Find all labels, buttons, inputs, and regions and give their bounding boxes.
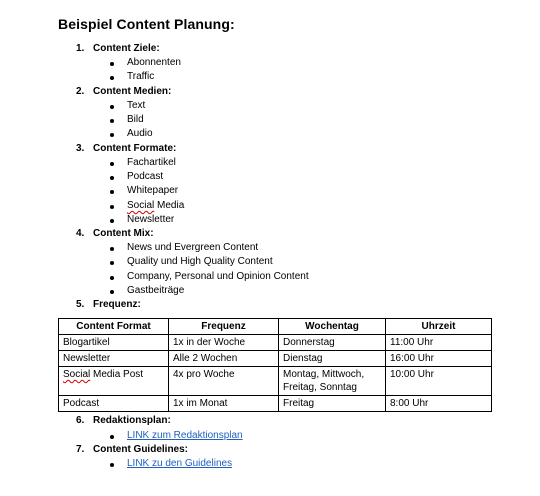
document-title: Beispiel Content Planung: [58,16,235,32]
table-cell: Dienstag [279,351,386,367]
section-number: 1. [76,43,85,54]
guidelines-link[interactable]: LINK zu den Guidelines [127,458,233,469]
table-cell: Podcast [59,396,169,412]
section-content-formate [76,143,176,154]
section-number: 5. [76,299,85,310]
table-row [59,367,492,396]
section-label: Content Formate: [93,143,177,154]
column-header: Content Format [59,319,169,335]
bullet-icon [110,435,114,439]
bullet-icon [110,247,114,251]
bullet-icon [110,76,114,80]
column-header: Uhrzeit [386,319,492,335]
bullet-icon [110,133,114,137]
section-label: Content Mix: [93,228,154,239]
table-cell: 8:00 Uhr [386,396,492,412]
bullet-icon [110,162,114,166]
table-row [59,335,492,351]
bullet-icon [110,190,114,194]
table-cell: Blogartikel [59,335,169,351]
table-cell: 11:00 Uhr [386,335,492,351]
document-page: Beispiel Content Planung: 1. Content Ziele: Abonnenten Traffic 2. Content Medien: Text Bild Audio 3. Content Formate: Fachartikel Podcast Whitepaper Social Media Newsletter 4. Content Mix: News und Evergreen Content Quality und High Quality Content Company, Personal und Opinion Content Gastbeiträge 5. Frequenz: Content Format Frequenz Wochentag Uhrzeit Blogartikel 1x in der Woche Donnerstag 11:00 Uhr Newsletter Alle 2 Wochen Dienstag 16:00 Uhr Social Media Post 4x pro Woche Montag, Mittwoch, Freitag, Sonntag 10:00 Uhr Podcast 1x im Monat Freitag 8:00 Uhr 6. Redaktionsplan: LINK zum Redaktionsplan 7. Content Guidelines: LINK zu den Guidelines [0,0,540,496]
bullet-icon [110,62,114,66]
table-cell: 1x in der Woche [169,335,279,351]
section-label: Content Ziele: [93,43,160,54]
section-label: Redaktionsplan: [93,415,171,426]
bullet-icon [110,105,114,109]
table-cell: Newsletter [59,351,169,367]
bullet-icon [110,176,114,180]
section-content-medien [76,86,171,97]
bullet-icon [110,261,114,265]
section-number: 3. [76,143,85,154]
column-header: Frequenz [169,319,279,335]
table-cell: Freitag [279,396,386,412]
section-label: Content Medien: [93,86,172,97]
section-number: 2. [76,86,85,97]
bullet-icon [110,119,114,123]
bullet-icon [110,463,114,467]
section-content-mix [76,228,154,239]
section-redaktionsplan [76,415,171,426]
section-label: Frequenz: [93,299,141,310]
section-label: Content Guidelines: [93,444,188,455]
table-row [59,396,492,412]
table-cell: Donnerstag [279,335,386,351]
table-cell: Social Media Post [59,367,169,396]
column-header: Wochentag [279,319,386,335]
table-cell: 16:00 Uhr [386,351,492,367]
section-number: 6. [76,415,85,426]
table-cell: 10:00 Uhr [386,367,492,396]
table-header-row [59,319,492,335]
bullet-icon [110,219,114,223]
section-number: 4. [76,228,85,239]
table-cell: Montag, Mittwoch, Freitag, Sonntag [279,367,386,396]
table-cell: Alle 2 Wochen [169,351,279,367]
bullet-icon [110,276,114,280]
bullet-icon [110,290,114,294]
section-number: 7. [76,444,85,455]
table-cell: 1x im Monat [169,396,279,412]
table-cell: 4x pro Woche [169,367,279,396]
section-content-guidelines [76,444,188,455]
frequency-table [58,318,492,412]
table-row [59,351,492,367]
section-content-ziele [76,43,160,54]
redaktionsplan-link[interactable]: LINK zum Redaktionsplan [127,430,243,441]
section-frequenz [76,299,141,310]
bullet-icon [110,205,114,209]
